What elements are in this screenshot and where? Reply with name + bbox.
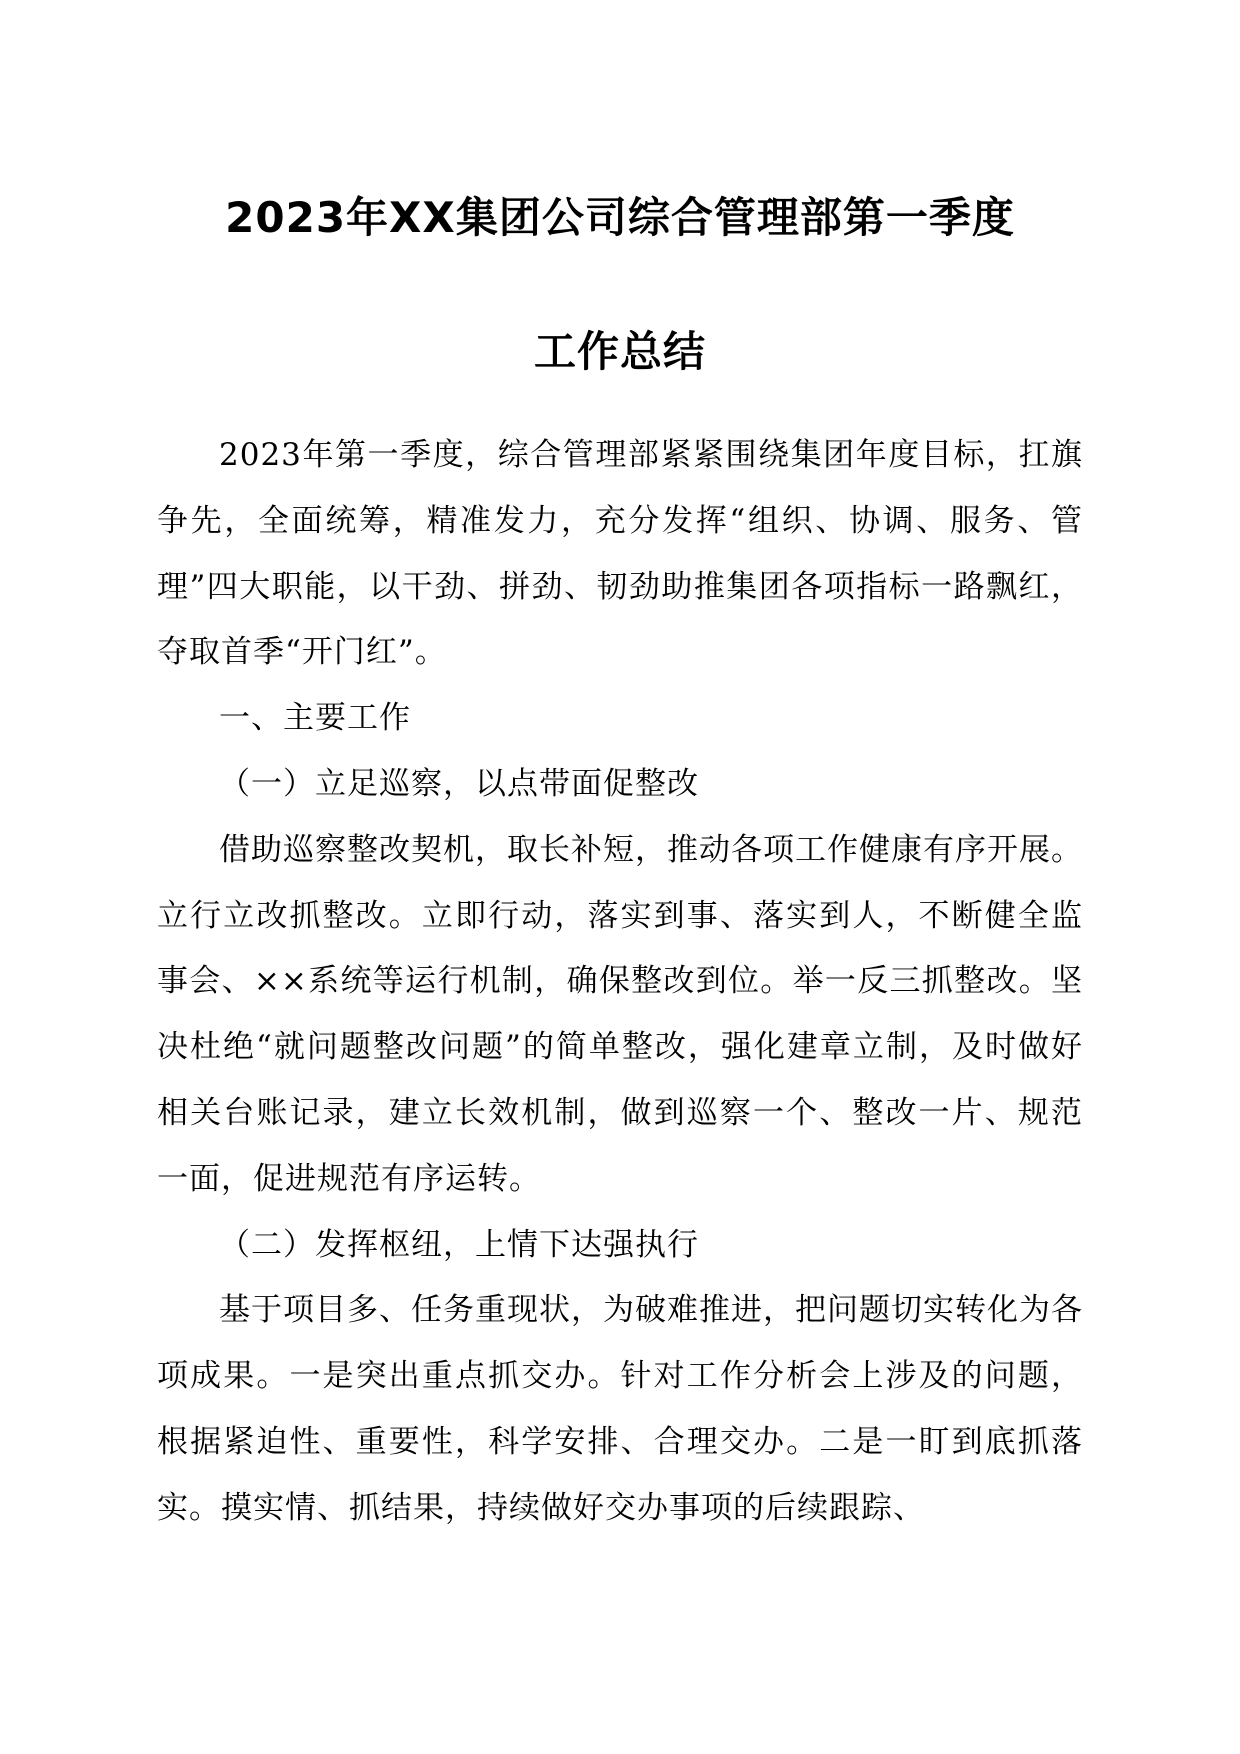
document-body [157, 423, 1083, 1542]
subsection-heading-2: （二）发挥枢纽，上情下达强执行 [219, 1226, 699, 1263]
document-title-line-2: 工作总结 [533, 327, 706, 376]
body-paragraph-1: 借助巡察整改契机，取长补短，推动各项工作健康有序开展。立行立改抓整改。立即行动，落实到事、落实到人，不断健全监事会、××系统等运行机制，确保整改到位。举一反三抓整改。坚决杜绝“就问题整改问题”的简单整改，强化建章立制，及时做好相关台账记录，建立长效机制，做到巡察一个、整改一片、规范一面，促进规范有序运转。 [157, 831, 1083, 1197]
section-heading-main-work: 一、主要工作 [219, 700, 411, 737]
body-paragraph-2: 基于项目多、任务重现状，为破难推进，把问题切实转化为各项成果。一是突出重点抓交办。针对工作分析会上涉及的问题，根据紧迫性、重要性，科学安排、合理交办。二是一盯到底抓落实。摸实情、抓结果，持续做好交办事项的后续跟踪、 [157, 1292, 1083, 1526]
document-title-line-1: 2023年XX集团公司综合管理部第一季度 [225, 193, 1015, 242]
subsection-heading-1: （一）立足巡察，以点带面促整改 [219, 765, 699, 802]
intro-paragraph: 2023年第一季度，综合管理部紧紧围绕集团年度目标，扛旗争先，全面统筹，精准发力，充分发挥“组织、协调、服务、管理”四大职能，以干劲、拼劲、韧劲助推集团各项指标一路飘红，夺取首季“开门红”。 [157, 437, 1083, 671]
